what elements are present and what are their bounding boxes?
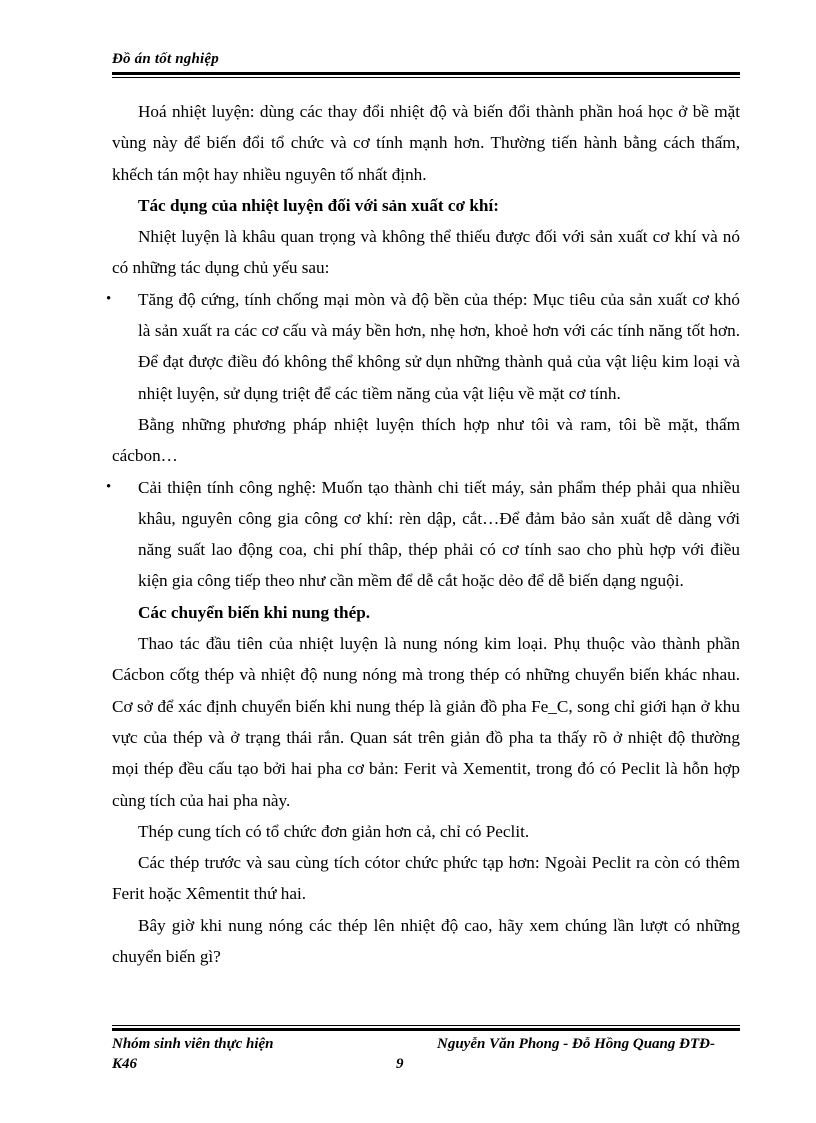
bullet-item: [106, 472, 740, 597]
paragraph: Bây giờ khi nung nóng các thép lên nhiệt độ cao, hãy xem chúng lần lượt có những chuyển biến gì?: [112, 915, 740, 967]
document-title: Đồ án tốt nghiệp: [112, 51, 219, 67]
footer-class-code: K46: [112, 1056, 138, 1072]
page-number: 9: [396, 1056, 404, 1072]
paragraph: Hoá nhiệt luyện: dùng các thay đổi nhiệt độ và biến đổi thành phần hoá học ở bề mặt vùng này để biến đổi tổ chức và cơ tính mạnh hơn. Thường tiến hành bằng cách thấm, khếch tán một hay nhiều nguyên tố nhất định.: [112, 102, 740, 184]
bullet-item: [106, 284, 740, 409]
header-divider-thin: [112, 77, 740, 78]
section-heading: Các chuyển biến khi nung thép.: [138, 602, 371, 622]
page-body: [106, 96, 740, 972]
paragraph: Bằng những phương pháp nhiệt luyện thích hợp như tôi và ram, tôi bề mặt, thấm cácbon…: [112, 414, 740, 466]
footer-divider-thick: [112, 1028, 740, 1031]
paragraph: Thao tác đầu tiên của nhiệt luyện là nung nóng kim loại. Phụ thuộc vào thành phần Cácbon cốtg thép và nhiệt độ nung nóng mà trong thép có những chuyển biến khác nhau. Cơ sở để xác định chuyển biến khi nung thép là giản đồ pha Fe_C, song chỉ giới hạn ở khu vực của thép và ở trạng thái rắn. Quan sát trên giản đồ pha ta thấy rõ ở nhiệt độ thường mọi thép đều cấu tạo bởi hai pha cơ bản: Ferit và Xementit, trong đó có Peclit là hỗn hợp cùng tích của hai pha này.: [112, 634, 740, 810]
footer-divider-thin: [112, 1025, 740, 1026]
paragraph: Nhiệt luyện là khâu quan trọng và không thể thiếu được đối với sản xuất cơ khí và nó có những tác dụng chủ yếu sau:: [112, 227, 740, 278]
paragraph: Thép cung tích có tổ chức đơn giản hơn cả, chỉ có Peclit.: [138, 821, 530, 841]
bullet-icon: •: [106, 478, 112, 495]
bullet-text: Cải thiện tính công nghệ: Muốn tạo thành chi tiết máy, sản phẩm thép phải qua nhiều khâu, nguyên công gia công cơ khí: rèn dập, cắt…Để đảm bảo sản xuất dễ dàng với năng suất lao động coa, chi phí thâp, thép phải có cơ tính sao cho phù hợp với điều kiện gia công tiếp theo như cần mềm để dễ cắt hoặc dẻo để dễ biến dạng nguội.: [138, 477, 740, 591]
bullet-icon: •: [106, 290, 112, 307]
footer-authors: Nguyễn Văn Phong - Đỗ Hồng Quang ĐTĐ-: [437, 1036, 715, 1052]
header-divider-thick: [112, 72, 740, 75]
section-heading: Tác dụng của nhiệt luyện đối với sản xuất cơ khí:: [138, 195, 499, 215]
paragraph: Các thép trước và sau cùng tích cótor chức phức tạp hơn: Ngoài Peclit ra còn có thêm Ferit hoặc Xêmentit thứ hai.: [112, 853, 740, 904]
bullet-text: Tăng độ cứng, tính chống mại mòn và độ bền của thép: Mục tiêu của sản xuất cơ khó là sản xuất ra các cơ cấu và máy bền hơn, nhẹ hơn, khoẻ hơn với các tính năng tốt hơn. Để đạt được điều đó không thể không sử dụn những thành quả của vật liệu kim loại và nhiệt luyện, sử dụng triệt để các tiềm năng của vật liệu về mặt cơ tính.: [138, 289, 740, 403]
footer-group-label: Nhóm sinh viên thực hiện: [112, 1036, 274, 1052]
